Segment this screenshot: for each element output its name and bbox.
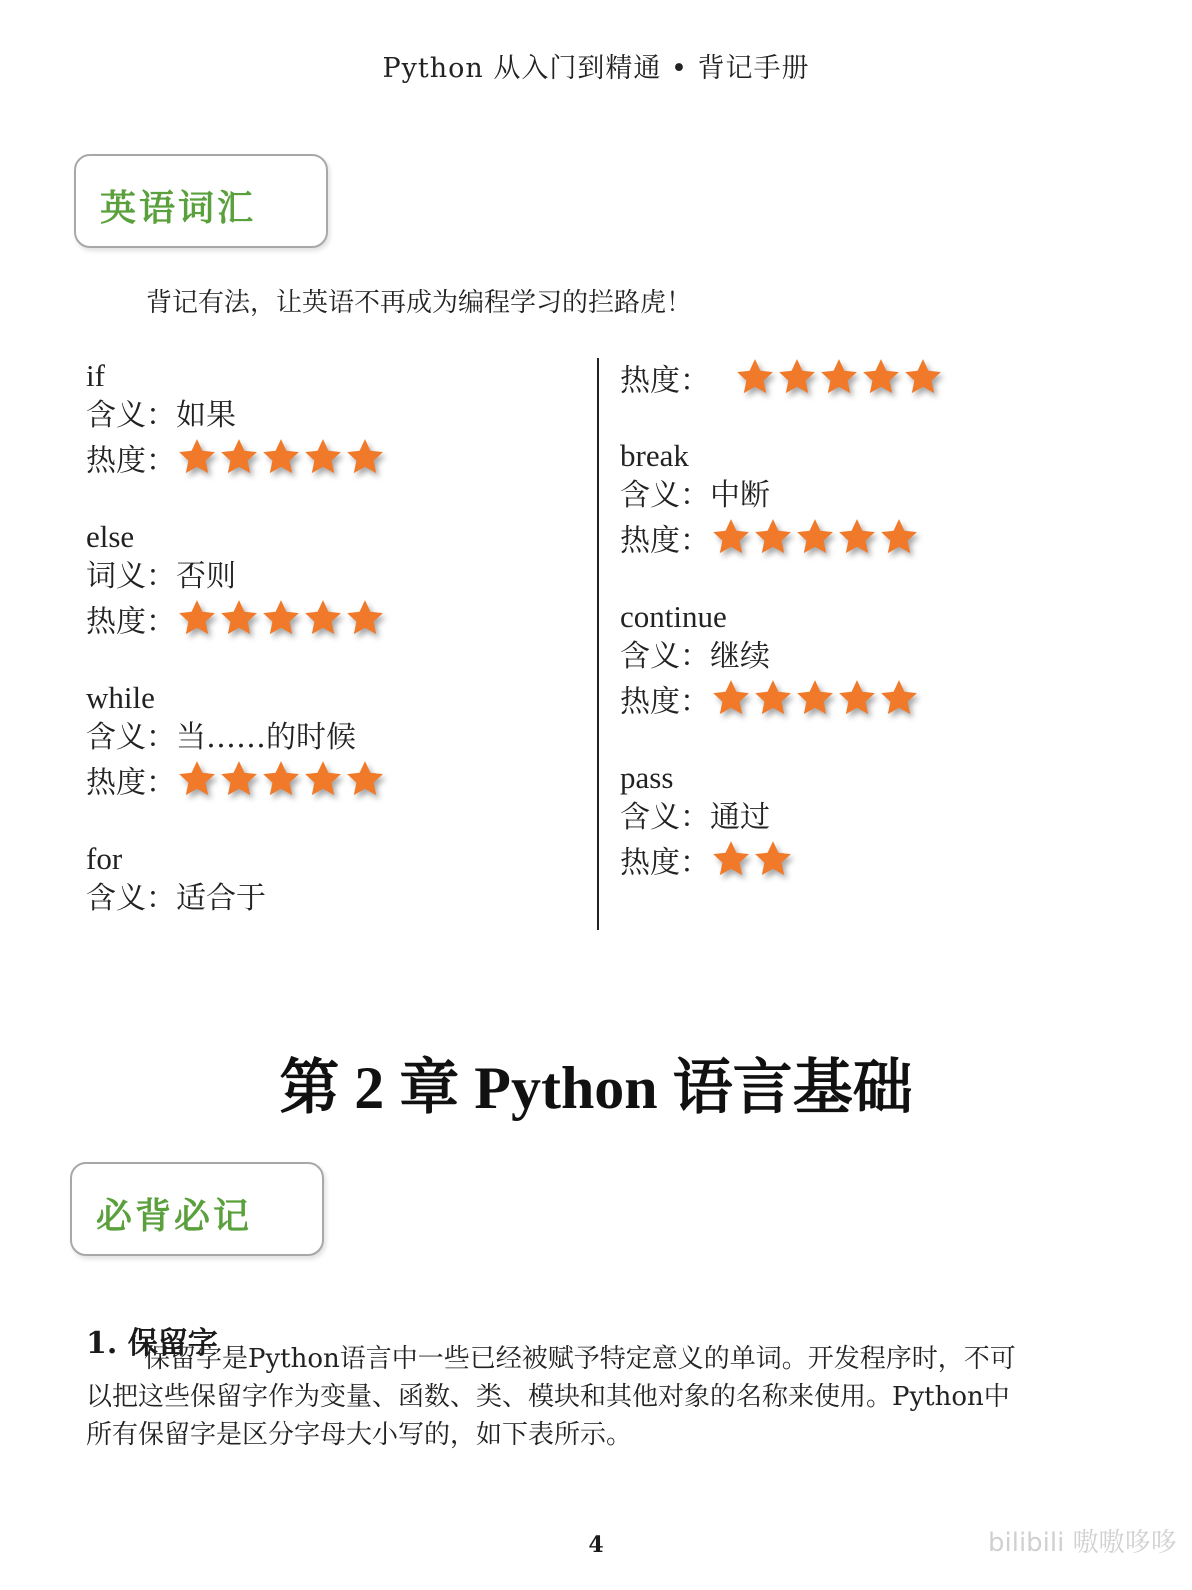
star-rating xyxy=(176,597,386,650)
vocab-meaning: 含义：适合于 xyxy=(86,881,266,916)
star-icon xyxy=(302,436,344,478)
star-icon xyxy=(260,758,302,800)
vocab-heat: 热度： xyxy=(86,758,386,798)
star-icon xyxy=(302,597,344,639)
vocab-section-box xyxy=(74,154,328,248)
star-icon xyxy=(218,597,260,639)
vocab-meaning: 词义：否则 xyxy=(86,559,236,594)
star-icon xyxy=(344,597,386,639)
vocab-word: for xyxy=(86,841,123,876)
star-icon xyxy=(218,436,260,478)
vocab-heat: 热度： xyxy=(86,597,386,637)
star-icon xyxy=(794,677,836,719)
star-icon xyxy=(344,758,386,800)
vocab-word: while xyxy=(86,680,155,715)
star-rating xyxy=(176,436,386,489)
star-icon xyxy=(218,758,260,800)
vocab-intro: 背记有法，让英语不再成为编程学习的拦路虎！ xyxy=(146,288,693,318)
page-number: 4 xyxy=(588,1532,604,1558)
subsection-title: 1. 保留字 xyxy=(86,1326,218,1361)
star-icon xyxy=(710,838,752,880)
star-icon xyxy=(344,436,386,478)
paragraph-line: 保留字是Python语言中一些已经被赋予特定意义的单词。开发程序时，不可 xyxy=(144,1344,1016,1374)
memorize-section-box xyxy=(70,1162,324,1256)
vocab-word: if xyxy=(86,358,105,393)
vocab-heat: 热度： xyxy=(620,677,920,717)
star-icon xyxy=(794,516,836,558)
star-icon xyxy=(752,677,794,719)
vocab-meaning: 含义：当……的时候 xyxy=(86,720,356,755)
vocab-meaning: 含义：继续 xyxy=(620,639,770,674)
vocab-word: break xyxy=(620,438,689,473)
star-icon xyxy=(176,436,218,478)
watermark: bilibili 嗷嗷哆哆 xyxy=(988,1528,1177,1558)
star-icon xyxy=(260,597,302,639)
vocab-meaning: 含义：中断 xyxy=(620,478,770,513)
star-icon xyxy=(836,516,878,558)
column-divider xyxy=(597,358,599,930)
vocab-section-title: 英语词汇 xyxy=(100,188,257,229)
vocab-word: else xyxy=(86,519,135,554)
vocab-entry xyxy=(620,597,920,720)
star-icon xyxy=(776,356,818,398)
chapter-title: 第 2 章 Python 语言基础 xyxy=(279,1055,913,1121)
vocab-word: continue xyxy=(620,599,727,634)
star-rating xyxy=(176,758,386,811)
running-header: Python 从入门到精通 • 背记手册 xyxy=(382,53,810,84)
star-icon xyxy=(860,356,902,398)
star-icon xyxy=(752,516,794,558)
star-icon xyxy=(878,677,920,719)
memorize-section-title: 必背必记 xyxy=(96,1196,253,1237)
vocab-entry xyxy=(620,758,794,881)
vocab-entry xyxy=(620,436,920,559)
star-icon xyxy=(710,677,752,719)
star-icon xyxy=(302,758,344,800)
paragraph-line: 所有保留字是区分字母大小写的，如下表所示。 xyxy=(86,1420,633,1450)
vocab-meaning: 含义：通过 xyxy=(620,800,770,835)
vocab-heat: 热度： xyxy=(86,436,386,476)
star-icon xyxy=(818,356,860,398)
star-icon xyxy=(176,758,218,800)
star-icon xyxy=(710,516,752,558)
star-rating xyxy=(710,677,920,730)
star-icon xyxy=(176,597,218,639)
vocab-entry xyxy=(86,356,386,479)
star-icon xyxy=(902,356,944,398)
paragraph-line: 以把这些保留字作为变量、函数、类、模块和其他对象的名称来使用。Python中 xyxy=(86,1382,1010,1412)
vocab-entry xyxy=(86,678,386,801)
vocab-entry xyxy=(86,839,266,919)
star-rating xyxy=(710,516,920,569)
star-icon xyxy=(836,677,878,719)
star-rating xyxy=(734,356,944,409)
star-rating xyxy=(710,838,794,891)
star-icon xyxy=(878,516,920,558)
vocab-entry xyxy=(86,517,386,640)
star-icon xyxy=(752,838,794,880)
vocab-word: pass xyxy=(620,760,674,795)
vocab-heat: 热度： xyxy=(620,356,944,396)
vocab-heat: 热度： xyxy=(620,838,794,878)
vocab-heat: 热度： xyxy=(620,516,920,556)
star-icon xyxy=(734,356,776,398)
vocab-meaning: 含义：如果 xyxy=(86,398,236,433)
star-icon xyxy=(260,436,302,478)
